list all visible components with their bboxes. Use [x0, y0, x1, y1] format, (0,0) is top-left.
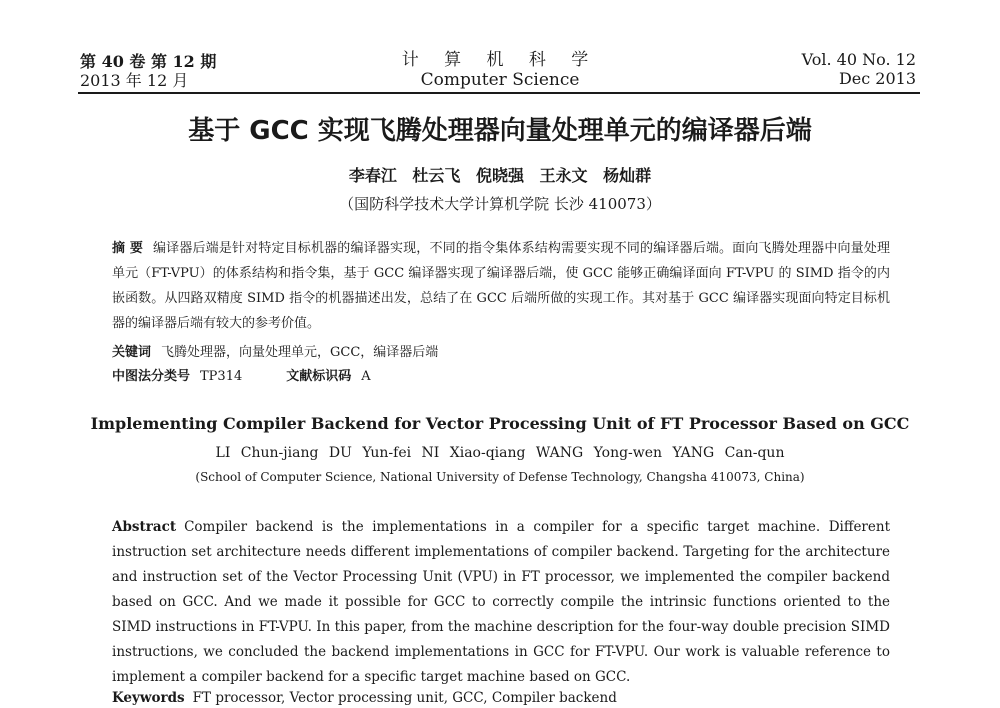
abstract-en — [112, 515, 890, 690]
keywords-cn — [112, 340, 890, 365]
header-rule — [78, 92, 920, 94]
keywords-cn-label: 关键词 — [112, 345, 152, 360]
affiliation-en: (School of Computer Science, National University of Defense Technology, Changsha 410073, China) — [195, 470, 805, 484]
journal-name-en: Computer Science — [420, 70, 580, 90]
journal-name-cn: 计 算 机 科 学 — [401, 50, 599, 70]
abstract-cn-text: 编译器后端是针对特定目标机器的编译器实现，不同的指令集体系结构需要实现不同的编译器后端。面向飞腾处理器中向量处理单元（FT-VPU）的体系结构和指令集，基于 GCC 编译器实现了编译器后端，使 GCC 能够正确编译面向 FT-VPU 的 SIMD 指令的内嵌函数。从四路双精度 SIMD 指令的机器描述出发，总结了在 GCC 后端所做的实现工作。其对基于 GCC 编译器实现面向特定目标机器的编译器后端有较大的参考价值。 — [112, 241, 890, 331]
abstract-en-label: Abstract — [112, 519, 177, 535]
classification — [112, 364, 890, 389]
abstract-cn — [112, 236, 890, 336]
clc-value: TP314 — [200, 369, 243, 384]
journal-volume-en — [802, 50, 916, 88]
paper-title-en: Implementing Compiler Backend for Vector Processing Unit of FT Processor Based on GCC — [90, 414, 910, 433]
issue-date-en: Dec 2013 — [838, 69, 916, 88]
affiliation-cn: （国防科学技术大学计算机学院 长沙 410073） — [339, 195, 661, 213]
keywords-en — [112, 688, 890, 708]
keywords-en-text: FT processor, Vector processing unit, GCC, Compiler backend — [192, 690, 617, 706]
abstract-en-text: Compiler backend is the implementations in a compiler for a specific target machine. Different instruction set architecture needs different implementations of compiler backend. Targeting for the architecture and instruction set of the Vector Processing Unit (VPU) in FT processor, we implemented the compiler backend based on GCC. And we made it possible for GCC to correctly compile the intrinsic functions oriented to the SIMD instructions in FT-VPU. In this paper, from the machine description for the four-way double precision SIMD instructions, we concluded the backend implementations in GCC for FT-VPU. Our work is valuable reference to implement a compiler backend for a specific target machine based on GCC. — [112, 519, 890, 685]
doc-code-value: A — [361, 369, 371, 384]
keywords-en-label: Keywords — [112, 690, 185, 706]
authors-en: LI Chun-jiang DU Yun-fei NI Xiao-qiang WANG Yong-wen YANG Can-qun — [215, 445, 785, 461]
doc-code-label: 文献标识码 — [286, 369, 352, 384]
authors-cn: 李春江 杜云飞 倪晓强 王永文 杨灿群 — [348, 166, 652, 185]
paper-title-cn: 基于 GCC 实现飞腾处理器向量处理单元的编译器后端 — [188, 116, 812, 146]
volume-issue: 第 40 卷 第 12 期 — [80, 52, 217, 71]
clc-label: 中图法分类号 — [112, 369, 191, 384]
abstract-cn-label: 摘 要 — [112, 241, 144, 256]
volume-en: Vol. 40 No. 12 — [801, 50, 916, 69]
keywords-cn-text: 飞腾处理器，向量处理单元，GCC，编译器后端 — [161, 345, 439, 360]
issue-date-cn: 2013 年 12 月 — [80, 71, 189, 90]
